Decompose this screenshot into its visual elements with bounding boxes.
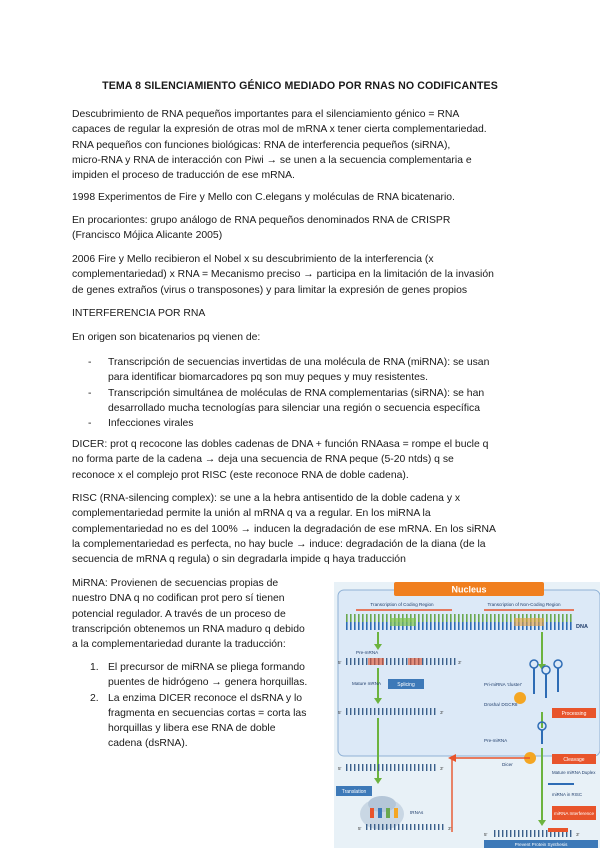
five-prime-label: 5' xyxy=(338,766,342,771)
paragraph-2006 xyxy=(72,252,532,298)
list-item xyxy=(72,355,532,386)
list-item xyxy=(90,691,326,752)
dna-label: DNA xyxy=(576,624,588,630)
cleavage-label: Cleavage xyxy=(563,757,585,763)
origen-list xyxy=(72,355,532,431)
risc-line: complementariedad permite la unión al mRNA q va a regular. En los miRNA la xyxy=(72,508,431,520)
risc-line: RISC (RNA-silencing complex): se une a la hebra antisentido de la doble cadena y x xyxy=(72,493,461,504)
origen-paragraph: En origen son bicatenarios pq vienen de: xyxy=(72,332,261,343)
mirna-line: MiRNA: Provienen de secuencias propias de xyxy=(72,578,279,589)
intro-paragraph xyxy=(72,107,532,183)
dicer-paragraph xyxy=(72,437,532,483)
coding-label: Transcription of Coding Region xyxy=(370,602,434,607)
dicer-line: DICER: prot q recocone las dobles cadenas de DNA + función RNAasa = rompe el bucle q xyxy=(72,439,489,450)
pri-mirna-label: Pri-miRNA 'cluster' xyxy=(484,682,522,687)
mirna-line: a la complementariedad durante la traducción: xyxy=(72,639,286,651)
mirna-line: nuestro DNA q no codifican prot pero sí tienen xyxy=(72,593,285,605)
nucleus-label: Nucleus xyxy=(451,584,487,595)
list-dash: - xyxy=(88,418,92,430)
step-number: 1. xyxy=(90,662,99,673)
list-item xyxy=(72,416,532,431)
step-number: 2. xyxy=(90,692,99,704)
cytoplasm-mrna-strand xyxy=(346,764,438,771)
trna xyxy=(370,808,374,818)
mirna-line: transcripción obtenemos un RNA maduro q debido xyxy=(72,623,305,635)
risc-label: miRNA in RISC xyxy=(552,792,583,797)
list-item-line: Transcripción de secuencias invertidas de una molécula de RNA (miRNA): se usan xyxy=(108,357,490,368)
intro-line: RNA pequeños con funciones biológicas: RNA de interferencia pequeños (siRNA), xyxy=(72,139,451,151)
dna-highlight xyxy=(514,618,544,626)
risc-line: complementariedad no es del 100% → inducen la degradación de ese mRNA. En los siRNA xyxy=(72,523,496,535)
trnas-label: tRNAs xyxy=(410,810,424,815)
page-title: TEMA 8 SILENCIAMIENTO GÉNICO MEDIADO POR RNAS NO CODIFICANTES xyxy=(102,80,498,92)
step-line: cadena (dsRNA). xyxy=(108,738,188,750)
list-item-line: desarrollado mucha tecnologías para silenciar una región o secuencia específica xyxy=(108,402,480,414)
intro-line: micro-RNA y RNA de interacción con Piwi → se unen a la secuencia complementaria e xyxy=(72,154,472,166)
bound-mirna xyxy=(548,828,568,832)
list-dash: - xyxy=(88,357,92,368)
mature-mirna-label: Mature miRNA Duplex xyxy=(552,770,596,775)
mature-mrna-label: Mature mRNA xyxy=(352,681,382,686)
mature-mrna-strand xyxy=(346,708,438,715)
intron-segment xyxy=(368,658,384,665)
intro-line: Descubrimiento de RNA pequeños importantes para el silenciamiento génico = RNA xyxy=(72,109,460,120)
three-prime-label: 3' xyxy=(458,660,462,665)
list-item-line: para identificar biomarcadores pq son muy peques y muy resistentes. xyxy=(108,372,428,384)
risc-line: la complementariedad es perfecta, no hay bucle → induce: degradación de la diana (de la xyxy=(72,538,486,550)
procariontes-line: En procariontes: grupo análogo de RNA pequeños denominados RNA de CRISPR xyxy=(72,215,451,226)
p2006-line: complementariedad) x RNA = Mecanismo preciso → participa en la limitación de la invasión xyxy=(72,269,494,281)
dicer-label: Dicer xyxy=(502,762,513,767)
dicer-line: no forma parte de la cadena → deja una secuencia de RNA peque (5-20 ntds) q se xyxy=(72,454,454,466)
section-heading: INTERFERENCIA POR RNA xyxy=(72,308,206,319)
noncoding-label: Transcription of Non-Coding Region xyxy=(487,602,561,607)
step-line: fragmenta en secuencias cortas = corta las xyxy=(108,707,307,719)
p2006-line: de genes extraños (virus o transposones) y para limitar la expresión de genes propios xyxy=(72,284,468,296)
mirna-paragraph xyxy=(72,576,332,652)
figure-svg xyxy=(334,582,600,848)
five-prime-label: 5' xyxy=(484,832,488,837)
paragraph-1998 xyxy=(72,190,532,205)
step-line: horquillas y libera ese RNA de doble xyxy=(108,723,276,735)
five-prime-label: 5' xyxy=(338,710,342,715)
five-prime-label: 5' xyxy=(338,660,342,665)
processing-label: Processing xyxy=(561,711,587,717)
dicer-line: reconoce x el complejo prot RISC (este reconoce RNA de doble cadena). xyxy=(72,469,409,481)
translating-strand xyxy=(366,824,446,830)
list-item xyxy=(90,660,326,691)
intron-segment xyxy=(408,658,422,665)
list-dash: - xyxy=(88,387,92,399)
intro-line: capaces de regular la expresión de otras mol de mRNA x tener cierta complementariedad. xyxy=(72,124,487,136)
p1998-line: 1998 Experimentos de Fire y Mello con C.elegans y moléculas de RNA bicatenario. xyxy=(72,192,455,203)
translation-label: Translation xyxy=(341,789,367,795)
paragraph-procariontes xyxy=(72,213,532,244)
three-prime-label: 3' xyxy=(440,710,444,715)
interference-label: miRNA Interference xyxy=(553,811,595,816)
five-prime-label: 5' xyxy=(358,826,362,831)
pre-mrna-label: Pre-mRNA xyxy=(356,650,379,655)
trna xyxy=(386,808,390,818)
repression-label: Prevent Protein Synthesis xyxy=(514,842,568,847)
list-item-line: Infecciones virales xyxy=(108,418,194,430)
trna xyxy=(378,808,382,818)
pre-mrna-strand xyxy=(346,658,456,665)
list-item xyxy=(72,386,532,417)
intro-line: impiden el proceso de traducción de ese mRNA. xyxy=(72,170,295,182)
procariontes-line: (Francisco Mójica Alicante 2005) xyxy=(72,230,223,242)
risc-paragraph xyxy=(72,491,532,567)
three-prime-label: 3' xyxy=(448,826,452,831)
pre-mirna-label: Pre-miRNA xyxy=(484,738,508,743)
list-item-line: Transcripción simultánea de moléculas de RNA complementarias (siRNA): se han xyxy=(108,387,485,399)
trna xyxy=(394,808,398,818)
step-line: puentes de hidrógeno → genera horquillas. xyxy=(108,677,308,689)
step-line: El precursor de miRNA se pliega formando xyxy=(108,662,305,673)
splicing-label: Splicing xyxy=(397,682,415,688)
drosha-label: Drosha/ DGCR8 xyxy=(484,702,518,707)
step-line: La enzima DICER reconoce el dsRNA y lo xyxy=(108,692,303,704)
p2006-line: 2006 Fire y Mello recibieron el Nobel x su descubrimiento de la interferencia (x xyxy=(72,254,434,265)
mirna-steps xyxy=(90,660,326,752)
three-prime-label: 3' xyxy=(440,766,444,771)
mirna-line: potencial regulador. A través de un proceso de xyxy=(72,608,286,620)
three-prime-label: 3' xyxy=(576,832,580,837)
risc-line: secuencia de mRNA q regula) o sin degradarla impide q haya traducción xyxy=(72,554,406,566)
dna-highlight xyxy=(390,618,416,626)
mirna-pathway-figure xyxy=(334,582,600,848)
